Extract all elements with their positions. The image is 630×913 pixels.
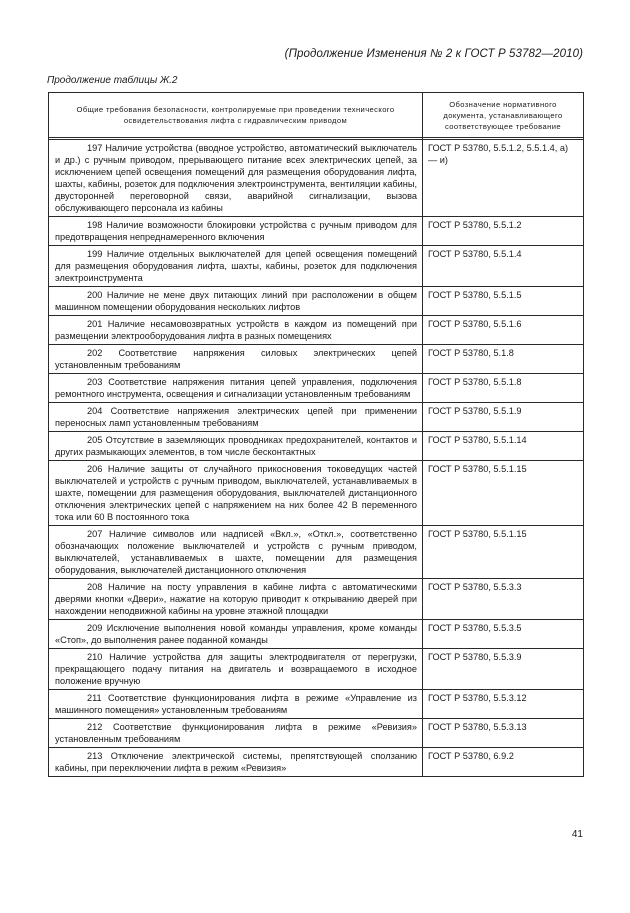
requirement-cell: 206 Наличие защиты от случайного прикосновения токоведущих частей выключателей и устройств с ручным приводом, выключателей, устанавливаемых в шахте, помещении для размещения оборудования, выключателей дистанционного отключения электрических цепей с напряжением на них более 42 В переменного тока или 60 В постоянного тока [49, 461, 423, 526]
requirement-cell: 201 Наличие несамовозвратных устройств в каждом из помещений при размещении электрооборудования лифта в разных помещениях [49, 316, 423, 345]
requirement-cell: 212 Соответствие функционирования лифта в режиме «Ревизия» установленным требованиям [49, 719, 423, 748]
page-number: 41 [571, 829, 583, 840]
table-row [49, 374, 584, 403]
table-row [49, 345, 584, 374]
header-requirements: Общие требования безопасности, контролируемые при проведении технического освидетельствования лифта с гидравлическим приводом [49, 93, 423, 138]
reference-cell: ГОСТ Р 53780, 5.5.1.8 [423, 374, 584, 403]
table-row [49, 246, 584, 287]
reference-cell: ГОСТ Р 53780, 5.5.1.6 [423, 316, 584, 345]
table-row [49, 461, 584, 526]
table-row [49, 316, 584, 345]
requirements-table [48, 92, 584, 777]
table-row [49, 620, 584, 649]
requirement-cell: 213 Отключение электрической системы, препятствующей сползанию кабины, при переключении лифта в режим «Ревизия» [49, 748, 423, 777]
requirement-cell: 208 Наличие на посту управления в кабине лифта с автоматическими дверями кнопки «Двери», нажатие на которую приводит к открыванию дверей при нахождении неподвижной кабины на уровне этажной площадки [49, 579, 423, 620]
table-row [49, 403, 584, 432]
reference-cell: ГОСТ Р 53780, 5.5.1.2, 5.5.1.4, а) — и) [423, 140, 584, 217]
requirement-cell: 204 Соответствие напряжения электрических цепей при применении переносных ламп установленным требованиям [49, 403, 423, 432]
reference-cell: ГОСТ Р 53780, 5.5.1.5 [423, 287, 584, 316]
table-body [49, 140, 584, 777]
requirement-cell: 210 Наличие устройства для защиты электродвигателя от перегрузки, прекращающего подачу питания на двигатель и возвращаемого в исходное положение вручную [49, 649, 423, 690]
table-header-row [49, 93, 584, 138]
table-row [49, 140, 584, 217]
table-row [49, 748, 584, 777]
requirement-cell: 211 Соответствие функционирования лифта в режиме «Управление из машинного помещения» установленным требованиям [49, 690, 423, 719]
table-row [49, 579, 584, 620]
reference-cell: ГОСТ Р 53780, 5.5.1.2 [423, 217, 584, 246]
table-row [49, 719, 584, 748]
reference-cell: ГОСТ Р 53780, 5.5.1.14 [423, 432, 584, 461]
reference-cell: ГОСТ Р 53780, 5.5.1.15 [423, 461, 584, 526]
reference-cell: ГОСТ Р 53780, 5.5.3.12 [423, 690, 584, 719]
reference-cell: ГОСТ Р 53780, 6.9.2 [423, 748, 584, 777]
table-row [49, 690, 584, 719]
requirement-cell: 209 Исключение выполнения новой команды управления, кроме команды «Стоп», до выполнения ранее поданной команды [49, 620, 423, 649]
table-row [49, 287, 584, 316]
table-row [49, 432, 584, 461]
header-reference: Обозначение нормативного документа, устанавливающего соответствующее требование [423, 93, 584, 138]
reference-cell: ГОСТ Р 53780, 5.5.1.9 [423, 403, 584, 432]
requirement-cell: 200 Наличие не мене двух питающих линий при расположении в общем машинном помещении оборудования нескольких лифтов [49, 287, 423, 316]
requirement-cell: 205 Отсутствие в заземляющих проводниках предохранителей, контактов и других размыкающих элементов, в том числе бесконтактных [49, 432, 423, 461]
reference-cell: ГОСТ Р 53780, 5.5.1.15 [423, 526, 584, 579]
requirement-cell: 207 Наличие символов или надписей «Вкл.», «Откл.», соответственно обозначающих положение выключателей и устройств с ручным приводом, выключателей, устанавливаемых в шахте, помещении для размещения оборудования, выключателей дистанционного отключения [49, 526, 423, 579]
running-header: (Продолжение Изменения № 2 к ГОСТ Р 53782—2010) [284, 48, 583, 60]
reference-cell: ГОСТ Р 53780, 5.5.3.13 [423, 719, 584, 748]
requirement-cell: 199 Наличие отдельных выключателей для цепей освещения помещений для размещения оборудования лифта, шахты, кабины, розеток для подключения электроинструмента [49, 246, 423, 287]
requirement-cell: 197 Наличие устройства (вводное устройство, автоматический выключатель и др.) с ручным приводом, прерывающего питание всех электрических цепей, за исключением цепей освещения помещений для размещения оборудования лифта, шахты, кабины, розеток для подключения электроинструмента, вентиляции кабины, двусторонней переговорной связи, аварийной сигнализации, вызова обслуживающего персонала из кабины [49, 140, 423, 217]
requirement-cell: 203 Соответствие напряжения питания цепей управления, подключения ремонтного инструмента, освещения и сигнализации установленным требованиям [49, 374, 423, 403]
reference-cell: ГОСТ Р 53780, 5.5.3.5 [423, 620, 584, 649]
requirement-cell: 198 Наличие возможности блокировки устройства с ручным приводом для предотвращения непреднамеренного включения [49, 217, 423, 246]
requirement-cell: 202 Соответствие напряжения силовых электрических цепей установленным требованиям [49, 345, 423, 374]
reference-cell: ГОСТ Р 53780, 5.1.8 [423, 345, 584, 374]
table-row [49, 526, 584, 579]
table-caption: Продолжение таблицы Ж.2 [47, 75, 178, 86]
reference-cell: ГОСТ Р 53780, 5.5.1.4 [423, 246, 584, 287]
table-row [49, 649, 584, 690]
reference-cell: ГОСТ Р 53780, 5.5.3.9 [423, 649, 584, 690]
reference-cell: ГОСТ Р 53780, 5.5.3.3 [423, 579, 584, 620]
table-row [49, 217, 584, 246]
